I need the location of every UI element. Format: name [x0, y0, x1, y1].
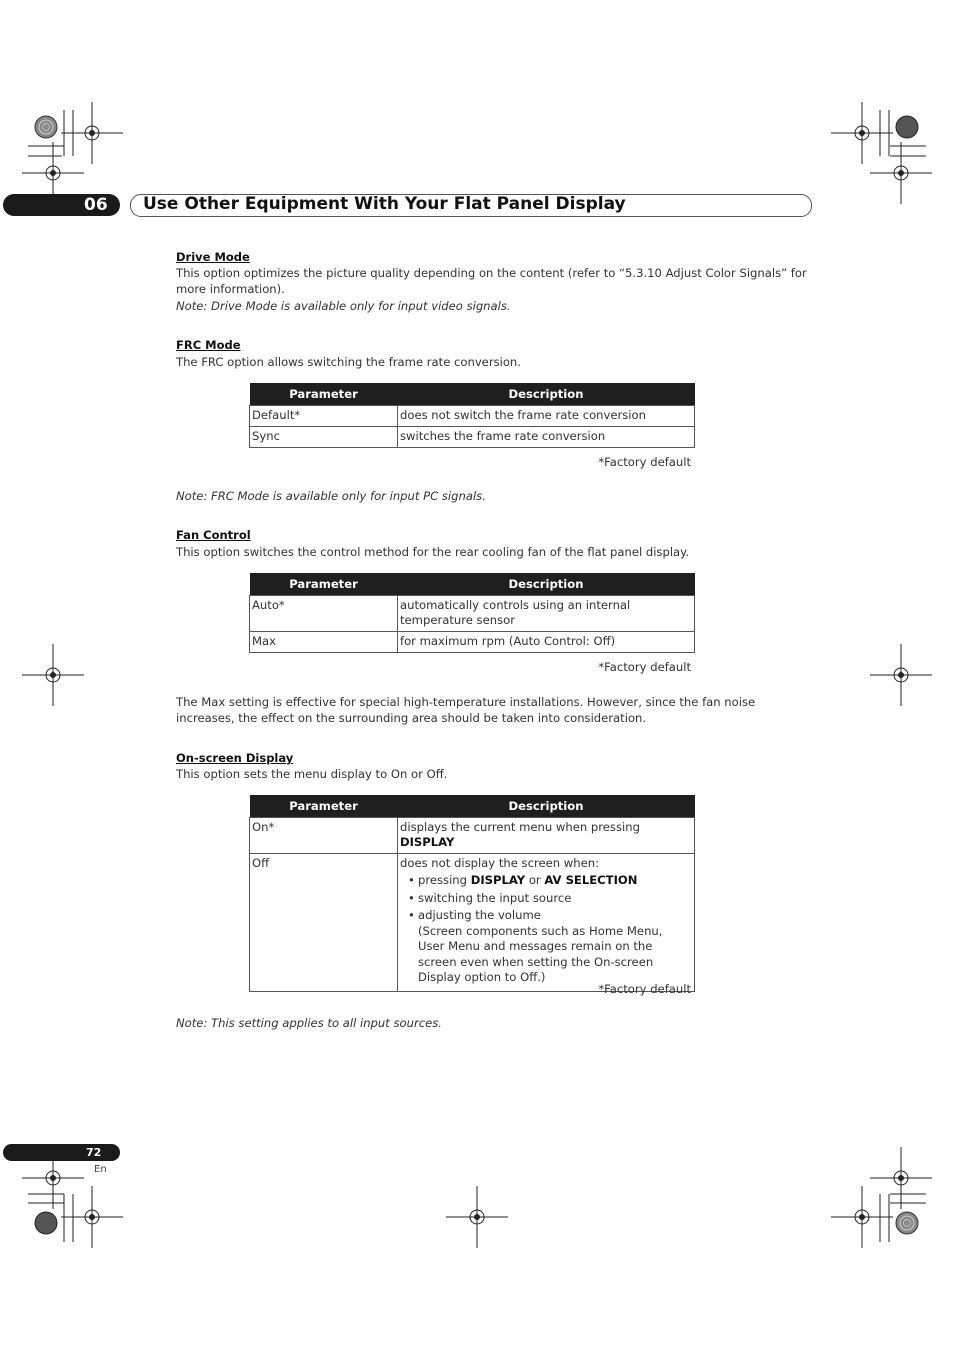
frc-mode-body: The FRC option allows switching the frame rate conversion.: [176, 355, 521, 369]
list-item: [400, 873, 692, 889]
frc-mode-note: Note: FRC Mode is available only for input PC signals.: [176, 489, 486, 503]
registration-target-icon: [446, 1186, 508, 1248]
chapter-number: 06: [84, 195, 108, 215]
color-rosette-icon: [35, 1212, 57, 1234]
list-item: [400, 908, 692, 986]
page-number: 72: [86, 1146, 102, 1159]
bullet-text: pressing: [418, 873, 471, 887]
bullet-text: adjusting the volume: [418, 908, 541, 922]
description-cell: [398, 854, 695, 992]
param-cell: Sync: [250, 427, 398, 448]
description-cell: automatically controls using an internal temperature sensor: [398, 596, 695, 632]
registration-target-icon: [870, 142, 932, 204]
table-header-parameter: Parameter: [250, 795, 398, 818]
registration-target-icon: [831, 1186, 893, 1248]
param-cell: Default*: [250, 406, 398, 427]
osd-table: [249, 795, 695, 992]
registration-target-icon: [870, 1147, 932, 1209]
table-row: [250, 406, 695, 427]
table-row: [250, 818, 695, 854]
param-cell: Max: [250, 632, 398, 653]
table-header-description: Description: [398, 795, 695, 818]
osd-heading: On-screen Display: [176, 751, 294, 765]
list-item: [400, 891, 692, 907]
drive-mode-note: Note: Drive Mode is available only for input video signals.: [176, 299, 511, 313]
description-cell: for maximum rpm (Auto Control: Off): [398, 632, 695, 653]
fan-control-body: This option switches the control method for the rear cooling fan of the flat panel display.: [176, 545, 690, 559]
bullet-text: or: [525, 873, 545, 887]
factory-default-footnote: *Factory default: [598, 982, 691, 996]
drive-mode-body: This option optimizes the picture quality depending on the content (refer to “5.3.10 Adjust Color Signals” for more information).: [176, 266, 807, 296]
drive-mode-heading: Drive Mode: [176, 250, 250, 264]
chapter-title: Use Other Equipment With Your Flat Panel Display: [143, 194, 626, 214]
description-cell: [398, 818, 695, 854]
on-desc-text: displays the current menu when pressing: [400, 820, 640, 834]
color-rosette-icon: [896, 1212, 918, 1234]
registration-target-icon: [22, 644, 84, 706]
frc-mode-table: [249, 383, 695, 448]
fan-control-table: [249, 573, 695, 653]
osd-body: This option sets the menu display to On or Off.: [176, 767, 448, 781]
param-cell: On*: [250, 818, 398, 854]
page-language: En: [94, 1164, 107, 1175]
av-selection-key-label: AV SELECTION: [544, 873, 638, 887]
bullet-subtext: (Screen components such as Home Menu, User Menu and messages remain on the screen even when setting the On-screen Display option to Off.): [418, 923, 663, 984]
registration-target-icon: [870, 644, 932, 706]
registration-target-icon: [831, 102, 893, 164]
description-cell: does not switch the frame rate conversion: [398, 406, 695, 427]
factory-default-footnote: *Factory default: [598, 660, 691, 674]
frc-mode-heading: FRC Mode: [176, 338, 241, 352]
color-rosette-icon: [896, 116, 918, 138]
fan-control-max-note: The Max setting is effective for special high-temperature installations. However, since the fan noise increases, the effect on the surrounding area should be taken into consideration.: [176, 695, 756, 725]
registration-target-icon: [61, 102, 123, 164]
bullet-text: switching the input source: [418, 890, 572, 905]
display-key-label: DISPLAY: [400, 835, 455, 849]
fan-control-heading: Fan Control: [176, 528, 251, 542]
table-header-parameter: Parameter: [250, 573, 398, 596]
color-rosette-icon: [35, 116, 57, 138]
osd-note: Note: This setting applies to all input sources.: [176, 1016, 442, 1030]
table-row: [250, 632, 695, 653]
table-header-description: Description: [398, 573, 695, 596]
table-row: [250, 854, 695, 992]
table-header-parameter: Parameter: [250, 383, 398, 406]
off-conditions-list: [400, 873, 692, 986]
table-header-description: Description: [398, 383, 695, 406]
factory-default-footnote: *Factory default: [598, 455, 691, 469]
off-desc-intro: does not display the screen when:: [400, 856, 599, 870]
display-key-label: DISPLAY: [470, 873, 526, 887]
description-cell: switches the frame rate conversion: [398, 427, 695, 448]
table-row: [250, 427, 695, 448]
param-cell: Off: [250, 854, 398, 992]
param-cell: Auto*: [250, 596, 398, 632]
registration-target-icon: [61, 1186, 123, 1248]
table-row: [250, 596, 695, 632]
